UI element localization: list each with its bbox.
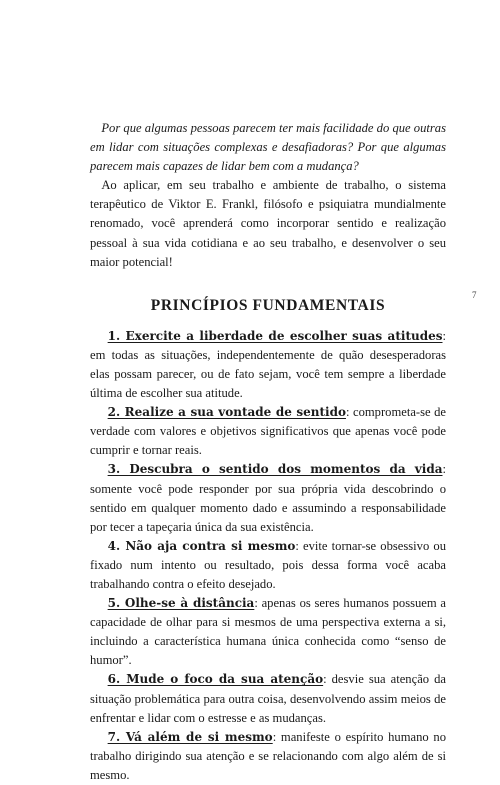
principle-text: : comprometa-se de verdade com valores e objetivos significativos que apenas você pode cumprir e tornar reais.: [90, 405, 446, 458]
intro-question: Por que algumas pessoas parecem ter mais facilidade do que outras em lidar com situações complexas e desafiadoras? Por que algumas parecem mais capazes de lidar bem com a mudança?: [90, 121, 446, 174]
principle-title: 7. Vá além de si mesmo: [107, 729, 273, 744]
page-body: [90, 119, 446, 785]
intro-paragraph: Ao aplicar, em seu trabalho e ambiente de trabalho, o sistema terapêutico de Viktor E. Frankl, filósofo e psiquiatra mundialmente renomado, você aprenderá como incorporar sentido e realização pessoal à sua vida cotidiana e ao seu trabalho, e desenvolver o seu maior potencial!: [90, 178, 446, 269]
principle-title: 3. Descubra o sentido dos momentos da vida: [107, 462, 443, 477]
principle-text: : somente você pode responder por sua própria vida descobrindo o sentido em qualquer momento dado e assumindo a responsabilidade por tecer a tapeçaria única da sua existência.: [90, 462, 446, 534]
page-number: 7: [472, 290, 477, 300]
principle-5: [90, 594, 446, 670]
principle-title: 5. Olhe-se à distância: [107, 596, 255, 611]
principle-text: : desvie sua atenção da situação problemática para outra coisa, desenvolvendo assim meios de enfrentar e lidar com o estresse e as mudanças.: [90, 672, 446, 725]
principle-title: 4. Não aja contra si mesmo: [107, 538, 296, 553]
principle-2: [90, 403, 446, 460]
principle-title: 6. Mude o foco da sua atenção: [107, 672, 324, 687]
principle-4: [90, 537, 446, 594]
principle-text: : manifeste o espírito humano no trabalho dirigindo sua atenção e se relacionando com algo além de si mesmo.: [90, 729, 446, 782]
principle-1: [90, 327, 446, 403]
principle-text: : em todas as situações, independentemente de quão desesperadoras elas possam parecer, ou de fato sejam, você tem sempre a liberdade última de escolher sua atitude.: [90, 328, 446, 401]
principle-title: 2. Realize a sua vontade de sentido: [107, 405, 346, 420]
principle-7: [90, 728, 446, 785]
section-heading: PRINCÍPIOS FUNDAMENTAIS: [150, 296, 386, 314]
principle-text: : evite tornar-se obsessivo ou fixado num intento ou resultado, pois dessa forma você acaba trabalhando contra o efeito desejado.: [90, 538, 446, 591]
principle-6: [90, 670, 446, 727]
principle-text: : apenas os seres humanos possuem a capacidade de olhar para si mesmos de uma perspectiva externa a si, incluindo a característica humana única conhecida como “senso de humor”.: [90, 596, 447, 668]
principle-3: [90, 460, 446, 536]
principle-title: 1. Exercite a liberdade de escolher suas atitudes: [107, 328, 443, 343]
